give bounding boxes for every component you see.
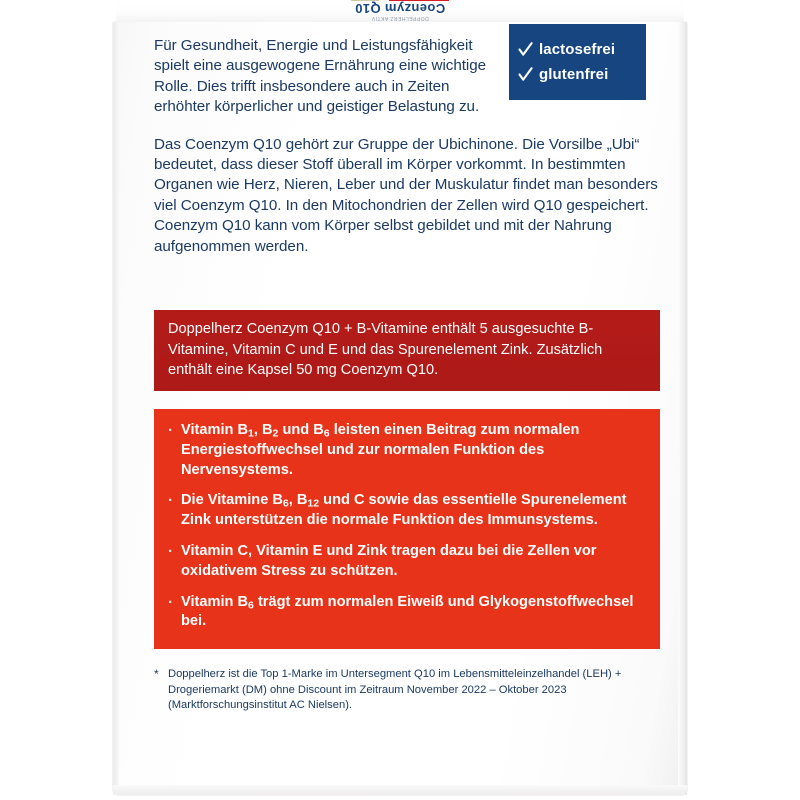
benefit-item: [168, 491, 644, 531]
benefit-item: [168, 421, 644, 480]
check-icon: [518, 67, 533, 83]
benefits-list: [168, 421, 644, 632]
benefit-text: Die Vitamine $B_6$, $B_{12}$ und C sowie das essentielle Spurenelement Zink unterstützen die normale Funktion des Immunsystems.: [181, 492, 627, 529]
benefit-text: Vitamin $B_6$ trägt zum normalen Eiweiß und Glykogenstoffwechsel bei.: [181, 593, 634, 630]
benefit-text: Vitamin C, Vitamin E und Zink tragen dazu bei die Zellen vor oxidativem Stress zu schützen.: [181, 542, 597, 579]
flap-neu-badge: [389, 0, 450, 1]
intro-paragraph: Für Gesundheit, Energie und Leistungsfähigkeit spielt eine ausgewogene Ernährung eine wichtige Rolle. Dies trifft insbesondere auch in Zeiten erhöhter körperlicher und geistiger Belastung zu.: [154, 37, 487, 116]
composition-text: Doppelherz Coenzym Q10 + B-Vitamine enthält 5 ausgesuchte B-Vitamine, Vitamin C und E und das Spurenelement Zink. Zusätzlich enthält eine Kapsel 50 mg Coenzym Q10.: [168, 321, 603, 379]
badge-label-lactosefrei: lactosefrei: [539, 40, 616, 58]
benefit-text: Vitamin $B_1$, $B_2$ und $B_6$ leisten einen Beitrag zum normalen Energiestoffwechsel und zur normalen Funktion des Nervensystems.: [181, 422, 580, 478]
flap-brand-line: DOPPELHERZ AKTIV: [371, 15, 429, 21]
free-from-badge: [509, 24, 646, 100]
badge-label-glutenfrei: glutenfrei: [539, 65, 609, 83]
footnote-marker: *: [154, 667, 159, 681]
badge-item-glutenfrei: [518, 62, 646, 87]
benefits-box: [154, 409, 660, 649]
footnote: [154, 667, 662, 714]
flap-printing: [116, 0, 684, 22]
check-icon: [518, 42, 533, 58]
description-paragraph: Das Coenzym Q10 gehört zur Gruppe der Ubichinone. Die Vorsilbe „Ubi“ bedeutet, dass dieser Stoff überall im Körper vorkommt. In bestimmten Organen wie Herz, Nieren, Leber und der Muskulatur findet man besonders viel Coenzym Q10. In den Mitochondrien der Zellen wird Q10 gespeichert. Coenzym Q10 kann vom Körper selbst gebildet und mit der Nahrung aufgenommen werden.: [154, 135, 658, 255]
bullet-marker-icon: ·: [168, 542, 173, 560]
flap-product-title: Coenzym Q10: [354, 1, 446, 16]
carton-top-flap: [116, 0, 684, 22]
bullet-marker-icon: ·: [168, 422, 173, 439]
benefit-item: [168, 542, 644, 582]
badge-item-lactosefrei: [518, 37, 646, 62]
flap-dosage-label: [351, 0, 379, 1]
carton-bottom-edge: [113, 785, 687, 795]
flap-label-row: [351, 0, 450, 1]
footnote-text: Doppelherz ist die Top 1-Marke im Untersegment Q10 im Lebensmitteleinzelhandel (LEH) + Drogeriemarkt (DM) ohne Discount im Zeitraum November 2022 – Oktober 2023 (Marktforschungsinstitut AC Nielsen).: [168, 668, 622, 712]
composition-box: [154, 310, 660, 391]
benefit-item: [168, 593, 644, 633]
carton-right-edge: [678, 22, 687, 795]
carton-left-edge: [113, 22, 119, 795]
bullet-marker-icon: ·: [168, 492, 173, 510]
bullet-marker-icon: ·: [168, 593, 173, 611]
